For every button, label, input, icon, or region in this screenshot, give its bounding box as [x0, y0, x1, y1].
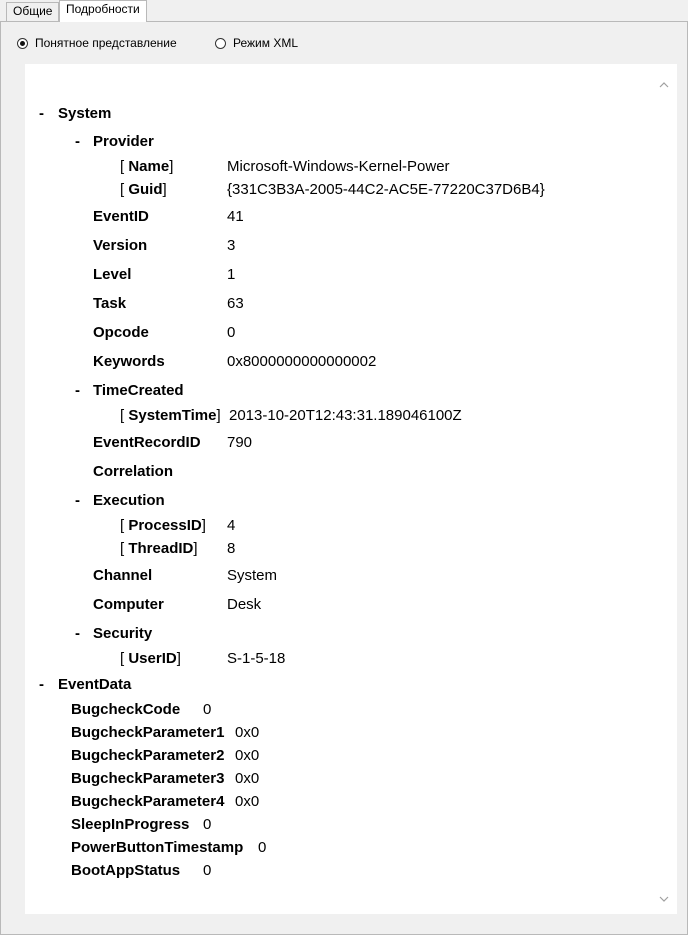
attr-systemtime-value: 2013-10-20T12:43:31.189046100Z: [229, 407, 462, 424]
node-timecreated: TimeCreated: [93, 382, 184, 399]
collapse-system-icon[interactable]: -: [39, 105, 44, 122]
tab-general[interactable]: Общие: [6, 2, 59, 21]
field-task-value: 63: [227, 295, 244, 312]
attr-processid-label: ProcessID: [128, 517, 202, 534]
attr-processid-value: 4: [227, 517, 236, 534]
eventdata-bugcheckparameter3-label: BugcheckParameter3: [71, 770, 225, 787]
attr-systemtime-row: [ SystemTime]: [120, 407, 221, 424]
eventdata-bugcheckparameter3-value: 0x0: [235, 770, 260, 787]
field-opcode-value: 0: [227, 324, 236, 341]
attr-systemtime-label: SystemTime: [128, 407, 217, 424]
field-opcode-label: Opcode: [93, 324, 149, 341]
eventdata-bugcheckparameter4-label: BugcheckParameter4: [71, 793, 225, 810]
attr-name-value: Microsoft-Windows-Kernel-Power: [227, 158, 450, 175]
friendly-view-label: Понятное представление: [35, 36, 177, 50]
eventdata-bugcheckparameter1-label: BugcheckParameter1: [71, 724, 225, 741]
eventdata-sleepinprogress-value: 0: [203, 816, 212, 833]
eventdata-bootappstatus-value: 0: [203, 862, 212, 879]
xml-view-option[interactable]: [215, 36, 298, 50]
eventdata-bugcheckparameter2-label: BugcheckParameter2: [71, 747, 225, 764]
node-eventdata: EventData: [58, 676, 132, 693]
attr-name-label: Name: [128, 158, 170, 175]
attr-processid-row: [ ProcessID]: [120, 517, 206, 534]
field-computer-value: Desk: [227, 596, 262, 613]
field-computer-label: Computer: [93, 596, 164, 613]
friendly-view-option[interactable]: [17, 36, 177, 50]
collapse-timecreated-icon[interactable]: -: [75, 382, 80, 399]
field-channel-label: Channel: [93, 567, 153, 584]
collapse-provider-icon[interactable]: -: [75, 133, 80, 150]
node-execution: Execution: [93, 492, 165, 509]
eventdata-bugcheckcode-label: BugcheckCode: [71, 701, 181, 718]
field-keywords-label: Keywords: [93, 353, 165, 370]
collapse-execution-icon[interactable]: -: [75, 492, 80, 509]
attr-userid-label: UserID: [128, 650, 177, 667]
field-level-value: 1: [227, 266, 236, 283]
eventdata-powerbuttontimestamp-label: PowerButtonTimestamp: [71, 839, 244, 856]
attr-guid-label: Guid: [128, 181, 163, 198]
scroll-up-icon[interactable]: [657, 78, 671, 92]
eventdata-bootappstatus-label: BootAppStatus: [71, 862, 181, 879]
eventdata-bugcheckparameter4-value: 0x0: [235, 793, 260, 810]
field-version-label: Version: [93, 237, 148, 254]
xml-view-label: Режим XML: [233, 36, 299, 50]
field-eventrecordid-label: EventRecordID: [93, 434, 201, 451]
scroll-down-icon[interactable]: [657, 892, 671, 906]
field-level-label: Level: [93, 266, 132, 283]
attr-threadid-value: 8: [227, 540, 236, 557]
eventdata-powerbuttontimestamp-value: 0: [258, 839, 267, 856]
attr-name-row: [ Name]: [120, 158, 174, 175]
eventdata-bugcheckcode-value: 0: [203, 701, 212, 718]
radio-xml[interactable]: [215, 38, 226, 49]
node-security: Security: [93, 625, 153, 642]
eventdata-sleepinprogress-label: SleepInProgress: [71, 816, 190, 833]
attr-threadid-label: ThreadID: [128, 540, 194, 557]
attr-userid-row: [ UserID]: [120, 650, 181, 667]
attr-guid-row: [ Guid]: [120, 181, 167, 198]
tab-details[interactable]: Подробности: [59, 0, 147, 22]
tab-strip: [0, 0, 688, 22]
collapse-eventdata-icon[interactable]: -: [39, 676, 44, 693]
field-keywords-value: 0x8000000000000002: [227, 353, 377, 370]
field-eventrecordid-value: 790: [227, 434, 253, 451]
eventdata-bugcheckparameter2-value: 0x0: [235, 747, 260, 764]
details-panel: [0, 21, 688, 935]
field-eventid-value: 41: [227, 208, 244, 225]
collapse-security-icon[interactable]: -: [75, 625, 80, 642]
radio-friendly-checked[interactable]: [17, 38, 28, 49]
field-task-label: Task: [93, 295, 127, 312]
attr-userid-value: S-1-5-18: [227, 650, 286, 667]
node-system: System: [58, 105, 112, 122]
attr-threadid-row: [ ThreadID]: [120, 540, 198, 557]
field-correlation-label: Correlation: [93, 463, 174, 480]
attr-guid-value: {331C3B3A-2005-44C2-AC5E-77220C37D6B4}: [227, 181, 545, 198]
eventdata-bugcheckparameter1-value: 0x0: [235, 724, 260, 741]
field-channel-value: System: [227, 567, 278, 584]
field-version-value: 3: [227, 237, 236, 254]
field-eventid-label: EventID: [93, 208, 149, 225]
node-provider: Provider: [93, 133, 154, 150]
event-details-view: [25, 64, 677, 914]
